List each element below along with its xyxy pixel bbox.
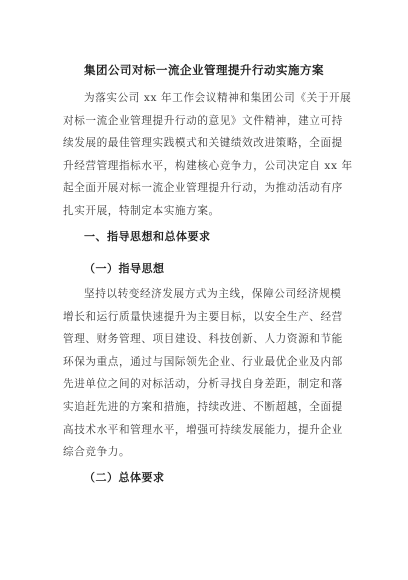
document-title: 集团公司对标一流企业管理提升行动实施方案 (84, 63, 324, 77)
paragraph-line: 实追赶先进的方案和措施，持续改进、不断超越，全面提 (63, 400, 343, 413)
paragraph-line: 管理、财务管理、项目建设、科技创新、人力资源和节能 (63, 333, 343, 346)
paragraph-line: 先进单位之间的对标活动，分析寻找自身差距，制定和落 (63, 378, 343, 391)
paragraph-line: 高技术水平和管理水平，增强可持续发展能力，提升企业 (63, 423, 343, 436)
paragraph-line: 起全面开展对标一流企业管理提升行动，为推动活动有序 (63, 182, 343, 195)
paragraph-line: 综合竞争力。 (63, 446, 131, 459)
paragraph-line: 增长和运行质量快速提升为主要目标，以安全生产、经营 (63, 310, 343, 323)
paragraph-line: 环保为重点，通过与国际领先企业、行业最优企业及内部 (63, 355, 343, 368)
guiding-paragraph (63, 283, 353, 464)
section-heading: 一、指导思想和总体要求 (84, 230, 211, 243)
subsection-heading: （二）总体要求 (84, 471, 165, 484)
paragraph-line: 为落实公司 xx 年工作会议精神和集团公司《关于开展 (84, 92, 352, 104)
paragraph-line: 扎实开展，特制定本实施方案。 (63, 204, 220, 217)
paragraph-line: 坚持以转变经济发展方式为主线，保障公司经济规模 (84, 288, 342, 300)
paragraph-line: 升经营管理指标水平，构建核心竞争力，公司决定自 xx 年 (63, 159, 353, 172)
paragraph-line: 续发展的最佳管理实践模式和关键绩效改进策略，全面提 (63, 137, 343, 150)
paragraph-line: 对标一流企业管理提升行动的意见》文件精神，建立可持 (63, 114, 343, 127)
intro-paragraph (63, 87, 353, 223)
subsection-heading: （一）指导思想 (84, 262, 165, 275)
